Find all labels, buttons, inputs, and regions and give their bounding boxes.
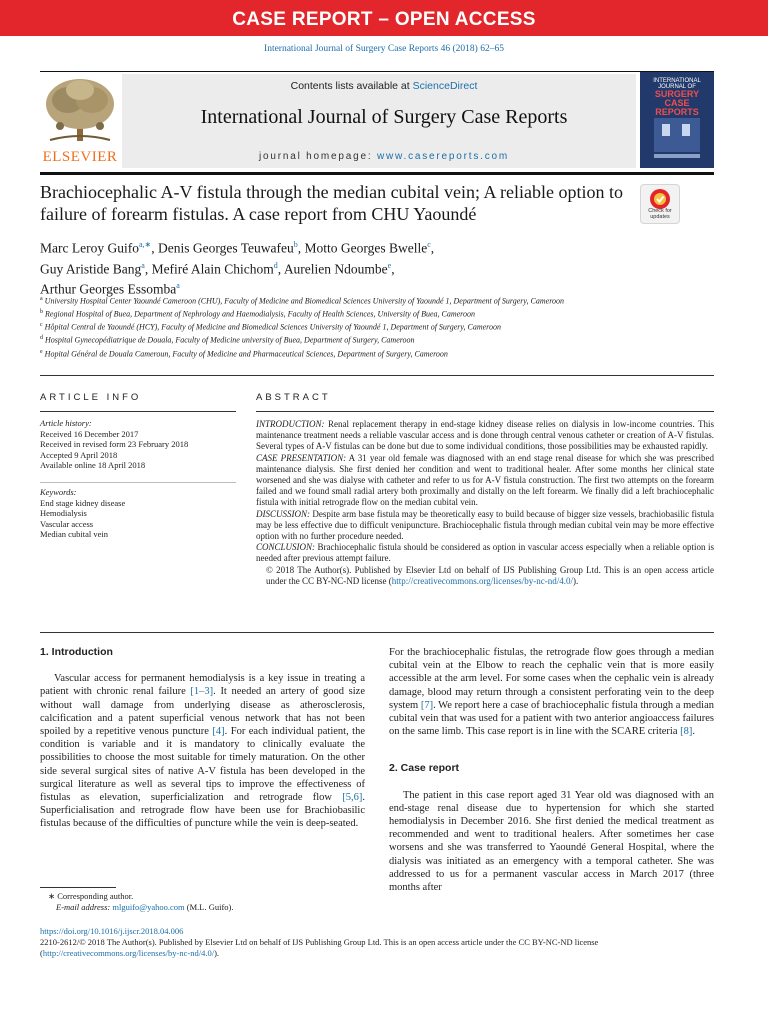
- email-label: E-mail address:: [56, 902, 113, 912]
- affiliation-key: e: [40, 348, 43, 355]
- author-name[interactable]: Mefiré Alain Chichom: [151, 261, 274, 276]
- masthead-bottom-rule: [40, 172, 714, 175]
- page-footer: [40, 926, 714, 959]
- corresponding-label: ∗ Corresponding author.: [48, 891, 134, 901]
- email-suffix: (M.L. Guifo).: [184, 902, 234, 912]
- homepage-link[interactable]: www.casereports.com: [377, 151, 510, 162]
- top-rule: [40, 71, 714, 72]
- author-affil-marker[interactable]: b: [293, 240, 298, 249]
- affiliation-item: [40, 333, 640, 346]
- author-affil-marker[interactable]: a: [141, 260, 145, 270]
- abstract-section-label: DISCUSSION:: [256, 508, 310, 519]
- history-item: Received in revised form 23 February 2018: [40, 439, 189, 450]
- affiliation-key: c: [40, 322, 43, 329]
- author-separator: ,: [391, 261, 395, 276]
- author-separator: ,: [144, 261, 152, 276]
- affiliation-item: [40, 307, 640, 320]
- reference-link[interactable]: [5,6]: [342, 792, 363, 804]
- abstract-text: Despite arm base fistula may be theoretically easy to build because of bigger size vessels, brachiobasilic fistula may be less effective due to difficult venipuncture. Brachiocephalic fistula through median cubital vein may be more effective option with no further procedure needed.: [256, 508, 714, 542]
- article-history: [40, 418, 236, 471]
- reference-link[interactable]: [1–3]: [190, 686, 214, 698]
- homepage-prefix: journal homepage:: [258, 151, 377, 162]
- journal-cover-image[interactable]: [640, 72, 714, 168]
- article-info-heading: ARTICLE INFO: [40, 392, 142, 403]
- copyright-text: © 2018 The Author(s). Published by Elsevier Ltd on behalf of IJS Publishing Group Ltd. This is an open access article under the CC BY-NC-ND license (: [266, 564, 714, 586]
- affiliation-text: Hôpital Central de Yaoundé (HCY), Faculty of Medicine and Biomedical Sciences University of Yaoundé 1, Department of Surgery, Cameroon: [44, 322, 501, 332]
- author-name[interactable]: Denis Georges Teuwafeu: [157, 240, 294, 256]
- cover-line-2: SURGERY CASE REPORTS: [654, 89, 700, 117]
- affiliation-text: Regional Hospital of Buea, Department of Nephrology and Haemodialysis, Faculty of Health Sciences, University of Buea, Cameroon: [45, 309, 475, 319]
- body-text: . For each individual patient, the condition is variable and it is mandatory to clinically evaluate the possibilities to choose the most suitable for timely maturation. On the other side several surgical sites of native A-V fistula has been developed in the surgical literature as well as several tips to improve the effectiveness of fistulas as elevation, superficialization and retrograde flow: [40, 726, 365, 804]
- section-heading-introduction: 1. Introduction: [40, 646, 113, 658]
- history-item: Accepted 9 April 2018: [40, 449, 118, 460]
- keywords-rule: [40, 482, 236, 483]
- section-heading-case-report: 2. Case report: [389, 762, 460, 775]
- footer-license-end: ).: [214, 948, 220, 958]
- history-item: Received 16 December 2017: [40, 428, 139, 439]
- affiliations-rule: [40, 375, 714, 376]
- introduction-continued: [389, 646, 714, 738]
- body-column-right: [389, 646, 714, 894]
- keyword-item: Hemodialysis: [40, 508, 87, 519]
- footer-license: [40, 937, 714, 959]
- abstract-body: [256, 419, 714, 587]
- author-separator: ,: [151, 240, 158, 256]
- author-separator: ,: [297, 240, 305, 256]
- license-link[interactable]: http://creativecommons.org/licenses/by-nc-nd/4.0/: [391, 575, 574, 586]
- author-name[interactable]: Aurelien Ndoumbe: [283, 261, 388, 276]
- author-affil-marker[interactable]: e: [387, 260, 392, 270]
- affiliation-text: Hospital Gynecopédiatrique de Douala, Faculty of Medicine university of Buea, Department of Surgery, Cameroon: [45, 336, 415, 346]
- author-name[interactable]: Motto Georges Bwelle: [304, 240, 428, 256]
- body-text: . We report here a case of brachiocephalic fistula through a median cubital vein that was used for a patient with two anterior angioaccess failures on the same limb. This case report is in line with the SCARE criteria: [389, 699, 714, 738]
- footnote-rule: [40, 887, 116, 888]
- case-report-paragraph: The patient in this case report aged 31 Year old was diagnosed with an end-stage renal disease due to hypertension for which she started hemodialysis in December 2016. She first denied the medical treatment as recommended and went to traditional healers. After sometimes her case worsens and she was transferred to Yaoundé General Hospital, where the dialysis was initiated as an emergency with a temporal catheter. She was addressed to us for a permanent vascular access in March 2017 (three months after: [389, 789, 714, 894]
- sciencedirect-link[interactable]: ScienceDirect: [412, 80, 478, 92]
- author-affil-marker[interactable]: a,∗: [138, 240, 152, 249]
- reference-link[interactable]: [7]: [420, 699, 434, 711]
- reference-link[interactable]: [8]: [680, 726, 693, 738]
- abstract-bottom-rule: [40, 632, 714, 633]
- author-name[interactable]: Arthur Georges Essomba: [40, 281, 177, 297]
- author-separator: ,: [430, 240, 435, 256]
- body-text: .: [692, 726, 695, 738]
- affiliation-list: [40, 294, 640, 360]
- history-label: Article history:: [40, 418, 92, 428]
- keywords-label: Keywords:: [40, 487, 77, 497]
- abstract-section-label: INTRODUCTION:: [256, 419, 325, 429]
- author-affil-marker[interactable]: c: [427, 240, 431, 249]
- abstract-text: Renal replacement therapy in end-stage kidney disease relies on dialysis in low-income countries. This maintenance treatment needs a reliable vascular access and is done through central venous catheter or creation of A-V fistulas. Several types of A-V fistulas can be done but due to some individual conditions, those possibilities may be exhausted rapidly.: [256, 419, 714, 452]
- author-separator: ,: [277, 261, 284, 276]
- abstract-text: Brachiocephalic fistula should be considered as option in vascular access especially when a reliable option is needed after previous attempt failure.: [256, 542, 714, 564]
- article-info-rule: [40, 411, 236, 412]
- check-updates-label: Check for updates: [648, 208, 672, 220]
- footer-license-link[interactable]: http://creativecommons.org/licenses/by-nc-nd/4.0/: [42, 948, 215, 958]
- history-item: Available online 18 April 2018: [40, 460, 146, 471]
- body-text: . Superficialisation and retrograde flow have been use for Brachiobasilic fistulas because of the difficulties of puncture while the vein is deep-seated.: [40, 792, 365, 830]
- affiliation-text: Hopital Général de Douala Cameroun, Faculty of Medicine and Pharmaceutical Sciences, Department of Surgery, Cameroon: [44, 349, 448, 359]
- elsevier-wordmark: ELSEVIER: [42, 149, 118, 165]
- check-for-updates-button[interactable]: [640, 184, 680, 224]
- introduction-paragraph: [40, 672, 365, 830]
- body-text: Vascular access for permanent hemodialysis is a key issue in treating a patient with chronic renal failure: [40, 673, 365, 698]
- keyword-item: Median cubital vein: [40, 529, 108, 540]
- article-title: Brachiocephalic A-V fistula through the median cubital vein; A reliable option to failure of forearm fistulas. A case report from CHU Yaoundé: [40, 182, 624, 224]
- abstract-rule: [256, 411, 714, 412]
- affiliation-item: [40, 320, 640, 333]
- keyword-item: End stage kidney disease: [40, 497, 126, 508]
- affiliation-text: University Hospital Center Yaoundé Cameroon (CHU), Faculty of Medicine and Biomedical Sciences University of Yaoundé 1, Department of Surgery, Cameroon: [44, 296, 565, 306]
- keyword-item: Vascular access: [40, 518, 94, 529]
- contents-prefix: Contents lists available at: [290, 80, 413, 92]
- abstract-section-label: CASE PRESENTATION:: [256, 452, 347, 463]
- email-link[interactable]: mlguifo@yahoo.com: [112, 902, 185, 912]
- corresponding-author-footnote: [40, 891, 370, 913]
- author-affil-marker[interactable]: a: [176, 281, 180, 290]
- journal-title: International Journal of Surgery Case Reports: [200, 106, 568, 128]
- affiliation-key: a: [40, 296, 43, 302]
- abstract-introduction: [256, 419, 714, 453]
- abstract-copyright: [256, 565, 714, 587]
- open-access-banner: CASE REPORT – OPEN ACCESS: [0, 0, 768, 36]
- footer-license-text: 2210-2612/© 2018 The Author(s). Published by Elsevier Ltd on behalf of IJS Publishing Group Ltd. This is an open access article under the CC BY-NC-ND license (: [40, 937, 599, 958]
- body-column-left: [40, 646, 365, 831]
- author-name[interactable]: Marc Leroy Guifo: [40, 240, 139, 256]
- abstract-section-label: CONCLUSION:: [256, 542, 316, 553]
- affiliation-item: [40, 347, 640, 360]
- journal-citation-link[interactable]: International Journal of Surgery Case Reports 46 (2018) 62–65: [264, 44, 504, 54]
- keywords: [40, 487, 236, 540]
- abstract-heading: ABSTRACT: [256, 392, 331, 403]
- author-affil-marker[interactable]: d: [273, 260, 278, 270]
- author-list: [40, 236, 640, 298]
- reference-link[interactable]: [4]: [212, 726, 225, 738]
- abstract-case: [256, 453, 714, 509]
- check-updates-icon: [649, 188, 671, 210]
- body-text: . It needed an artery of good size without wall damage from underlying disease as atherosclerosis, calcification and a patent superficial venous network that has not been spoiled by a repetitive venous puncture: [40, 686, 366, 738]
- email-line: [40, 902, 370, 913]
- cover-line-1: INTERNATIONAL JOURNAL OF: [653, 78, 701, 90]
- abstract-text: A 31 year old female was diagnosed with an end stage renal disease for which she was prescribed maintenance dialysis. She first denied her condition and went to traditional healer. After some months her clinical state worsened and she was dialyse with catheter and refer to us for A-V fistula construction. The first two attempts on the forearm failed and we found small radial artery both proximally and distally on the left forearm. We finally did a left brachiocephalic fistula with initial retrograde flow on the median cubital vein.: [256, 452, 715, 508]
- affiliation-key: d: [40, 335, 43, 342]
- affiliation-key: b: [40, 309, 43, 316]
- abstract-discussion: [256, 509, 714, 543]
- affiliation-item: [40, 294, 640, 307]
- author-name[interactable]: Guy Aristide Bang: [40, 261, 142, 276]
- body-text: For the brachiocephalic fistulas, the retrograde flow goes through a median cubital vein at the Elbow to reach the cephalic vein that is more easily accessible at the arm level. For some cases when the cephalic vein is already damage, blood may return through a consistent perforating vein to the deep system: [389, 647, 714, 711]
- doi-link[interactable]: https://doi.org/10.1016/j.ijscr.2018.04.006: [40, 926, 184, 936]
- abstract-conclusion: [256, 542, 714, 564]
- copyright-end: ).: [573, 575, 579, 586]
